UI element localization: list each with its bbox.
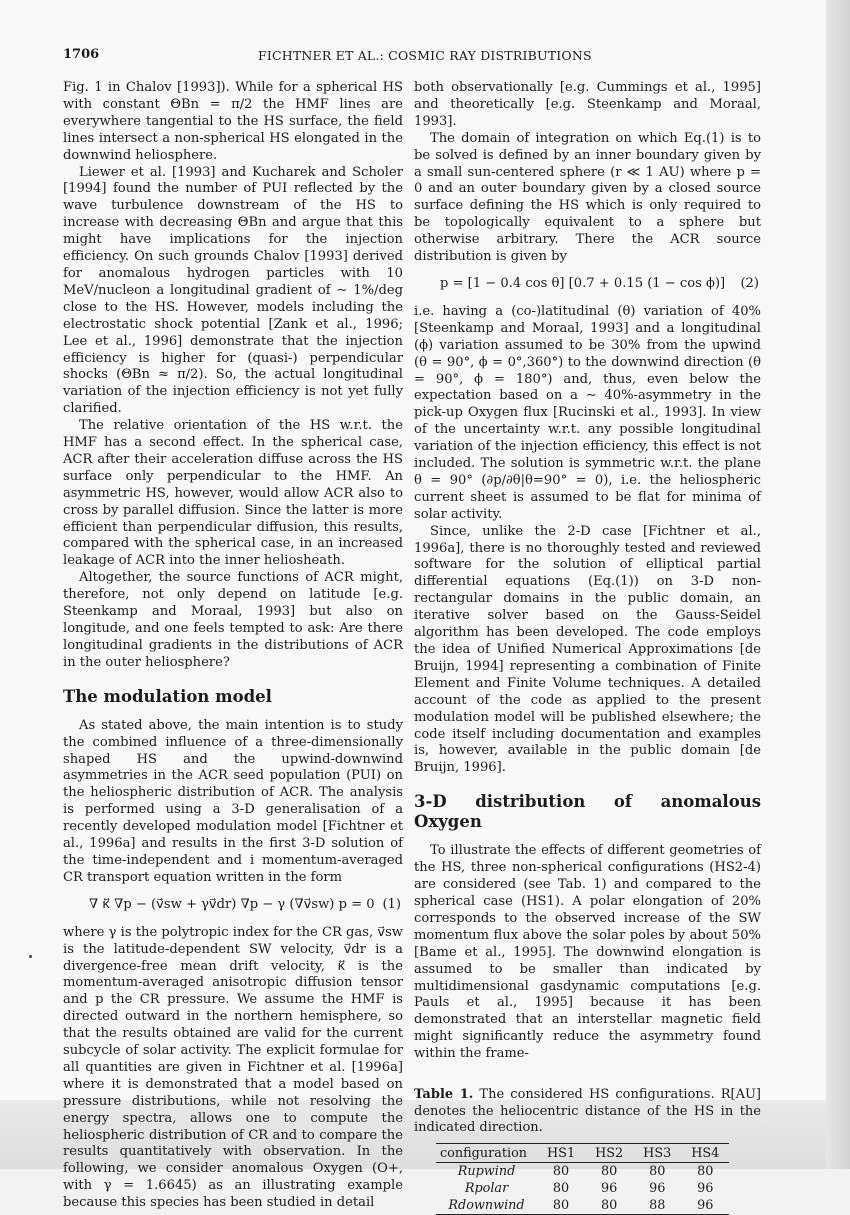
table-caption-label: Table 1. [414, 1087, 474, 1103]
table-header: HS4 [691, 1145, 720, 1161]
page-number: 1706 [63, 47, 100, 62]
table-row [436, 1197, 729, 1215]
table-cell: 80 [600, 1163, 618, 1179]
section-heading: 3-D distribution of anomalous Oxygen [414, 792, 761, 832]
right-column [414, 80, 761, 1215]
table-cell: 80 [552, 1180, 570, 1196]
table-cell: 96 [600, 1180, 618, 1196]
table-cell: 96 [649, 1180, 666, 1196]
equation-body: p = [1 − 0.4 cos θ] [0.7 + 0.15 (1 − cos ϕ)] [440, 275, 726, 291]
table-caption-text: The considered HS configurations. R[AU] denotes the heliocentric distance of the HS in the indicated direction. [414, 1087, 761, 1136]
scan-speck [29, 955, 32, 958]
paragraph: both observationally [e.g. Cummings et al., 1995] and theoretically [e.g. Steenkamp and Moraal, 1993]. [414, 80, 761, 129]
table-header: HS1 [547, 1145, 576, 1161]
paragraph: Since, unlike the 2-D case [Fichtner et al., 1996a], there is no thoroughly tested and reviewed software for the solution of elliptical partial differential equations (Eq.(1)) on 3-D non-rectangular domains in the public domain, an iterative solver based on the Gauss-Seidel algorithm has been developed. The code employs the idea of Unified Numerical Approximations [de Bruijn, 1994] representing a combination of Finite Element and Finite Volume techniques. A detailed account of the code as applied to the present modulation model will be published elsewhere; the code itself including documentation and examples is, however, available in the public domain [de Bruijn, 1996]. [414, 523, 761, 776]
table-cell: 80 [552, 1197, 570, 1213]
table-header: HS2 [595, 1145, 624, 1161]
table-cell: Rupwind [457, 1163, 516, 1179]
paragraph: i.e. having a (co-)latitudinal (θ) variation of 40% [Steenkamp and Moraal, 1993] and a longitudinal (ϕ) variation assumed to be 30% from the upwind (θ = 90°, ϕ = 0°,360°) to the downwind direction (θ = 90°, ϕ = 180°) and, thus, even below the expectation based on a ∼ 40%-asymmetry in the pick-up Oxygen flux [Rucinski et al., 1993]. In view of the uncertainty w.r.t. any possible longitudinal variation of the injection efficiency, this effect is not included. The solution is symmetric w.r.t. the plane θ = 90° (∂p/∂θ|θ=90° = 0), i.e. the heliospheric current sheet is assumed to be flat for minima of solar activity. [414, 303, 761, 522]
table-cell: 80 [697, 1163, 714, 1179]
paragraph: Fig. 1 in Chalov [1993]). While for a spherical HS with constant ΘBn = π/2 the HMF lines are everywhere tangential to the HS surface, the field lines intersect a non-spherical HS elongated in the downwind heliosphere. [63, 80, 403, 163]
running-title: FICHTNER ET AL.: COSMIC RAY DISTRIBUTIONS [258, 48, 592, 63]
paragraph: As stated above, the main intention is to study the combined influence of a three-dimensionally shaped HS and the upwind-downwind asymmetries in the ACR seed population (PUI) on the heliospheric distribution of ACR. The analysis is performed using a 3-D generalisation of a recently developed modulation model [Fichtner et al., 1996a] and results in the first 3-D solution of the time-independent and i momentum-averaged CR transport equation written in the form [63, 717, 403, 885]
equation-1 [63, 897, 403, 914]
paragraph: To illustrate the effects of different geometries of the HS, three non-spherical configurations (HS2-4) are considered (see Tab. 1) and compared to the spherical case (HS1). A polar elongation of 20% corresponds to the observed increase of the SW momentum flux above the solar poles by about 50% [Bame et al., 1995]. The downwind elongation is assumed to be smaller than indicated by multidimensional gasdynamic computations [e.g. Pauls et al., 1995] because it has been demonstrated that an interstellar magnetic field might significantly reduce the asymmetry found within the frame- [414, 843, 761, 1062]
table-caption [414, 1087, 761, 1137]
hs-configuration-table [436, 1143, 729, 1215]
scan-edge-right [826, 0, 850, 1169]
table-cell: 88 [649, 1197, 666, 1213]
table-header-row [436, 1143, 729, 1162]
paragraph: where γ is the polytropic index for the CR gas, v⃗sw is the latitude-dependent SW velocity, v⃗dr is a divergence-free mean drift velocity, κ⃡ is the momentum-averaged anisotropic diffusion tensor and p the CR pressure. We assume the HMF is directed outward in the northern hemisphere, so that the results obtained are valid for the current subcycle of solar activity. The explicit formulae for all quantities are given in Fichtner et al. [1996a] where it is demonstrated that a model based on pressure distributions, while not resolving the energy spectra, allows one to compute the heliospheric distribution of CR and to compare the results quantitatively with observation. In the following, we consider anomalous Oxygen (O+, with γ = 1.6645) as an illustrating example because this species has been studied in detail [63, 924, 403, 1211]
paragraph: Altogether, the source functions of ACR might, therefore, not only depend on latitude [e.g. Steenkamp and Moraal, 1993] but also on longitude, and one feels tempted to ask: Are there longitudinal gradients in the distributions of ACR in the outer heliosphere? [63, 570, 403, 670]
table-cell: Rdownwind [448, 1197, 525, 1213]
table-cell: 80 [600, 1197, 618, 1213]
equation-number: (2) [740, 275, 759, 291]
equation-body: ∇ κ⃡ ∇p − (v⃗sw + γv⃗dr) ∇p − γ (∇v⃗sw) p = 0 [89, 896, 375, 912]
table-cell: 80 [552, 1163, 570, 1179]
left-column [63, 80, 403, 1212]
equation-2 [414, 276, 761, 293]
table-cell: 96 [697, 1197, 714, 1213]
section-heading: The modulation model [63, 686, 272, 706]
table-cell: Rpolar [464, 1180, 509, 1196]
table-row [436, 1162, 729, 1180]
table-header: configuration [440, 1145, 528, 1161]
paragraph: The domain of integration on which Eq.(1) is to be solved is defined by an inner boundary given by a small sun-centered sphere (r ≪ 1 AU) where p = 0 and an outer boundary given by a closed source surface defining the HS which is only required to be topologically equivalent to a sphere but otherwise arbitrary. There the ACR source distribution is given by [414, 130, 761, 265]
table-cell: 96 [697, 1180, 714, 1196]
table-cell: 80 [649, 1163, 666, 1179]
equation-number: (1) [382, 896, 401, 912]
paragraph: Liewer et al. [1993] and Kucharek and Scholer [1994] found the number of PUI reflected by the wave turbulence downstream of the HS to increase with decreasing ΘBn and argue that this might have implications for the injection efficiency. On such grounds Chalov [1993] derived for anomalous hydrogen particles with 10 MeV/nucleon a longitudinal gradient of ∼ 1%/deg close to the HS. However, models including the electrostatic shock potential [Zank et al., 1996; Lee et al., 1996] demonstrate that the injection efficiency is higher for (quasi-) perpendicular shocks (ΘBn ≈ π/2). So, the actual longitudinal variation of the injection efficiency is not yet fully clarified. [63, 164, 403, 417]
paragraph: The relative orientation of the HS w.r.t. the HMF has a second effect. In the spherical case, ACR after their acceleration diffuse across the HS surface only perpendicular to the HMF. An asymmetric HS, however, would allow ACR also to cross by parallel diffusion. Since the latter is more efficient than perpendicular diffusion, this results, compared with the spherical case, in an increased leakage of ACR into the inner heliosheath. [63, 418, 403, 569]
table-row [436, 1180, 729, 1197]
table-header: HS3 [643, 1145, 672, 1161]
